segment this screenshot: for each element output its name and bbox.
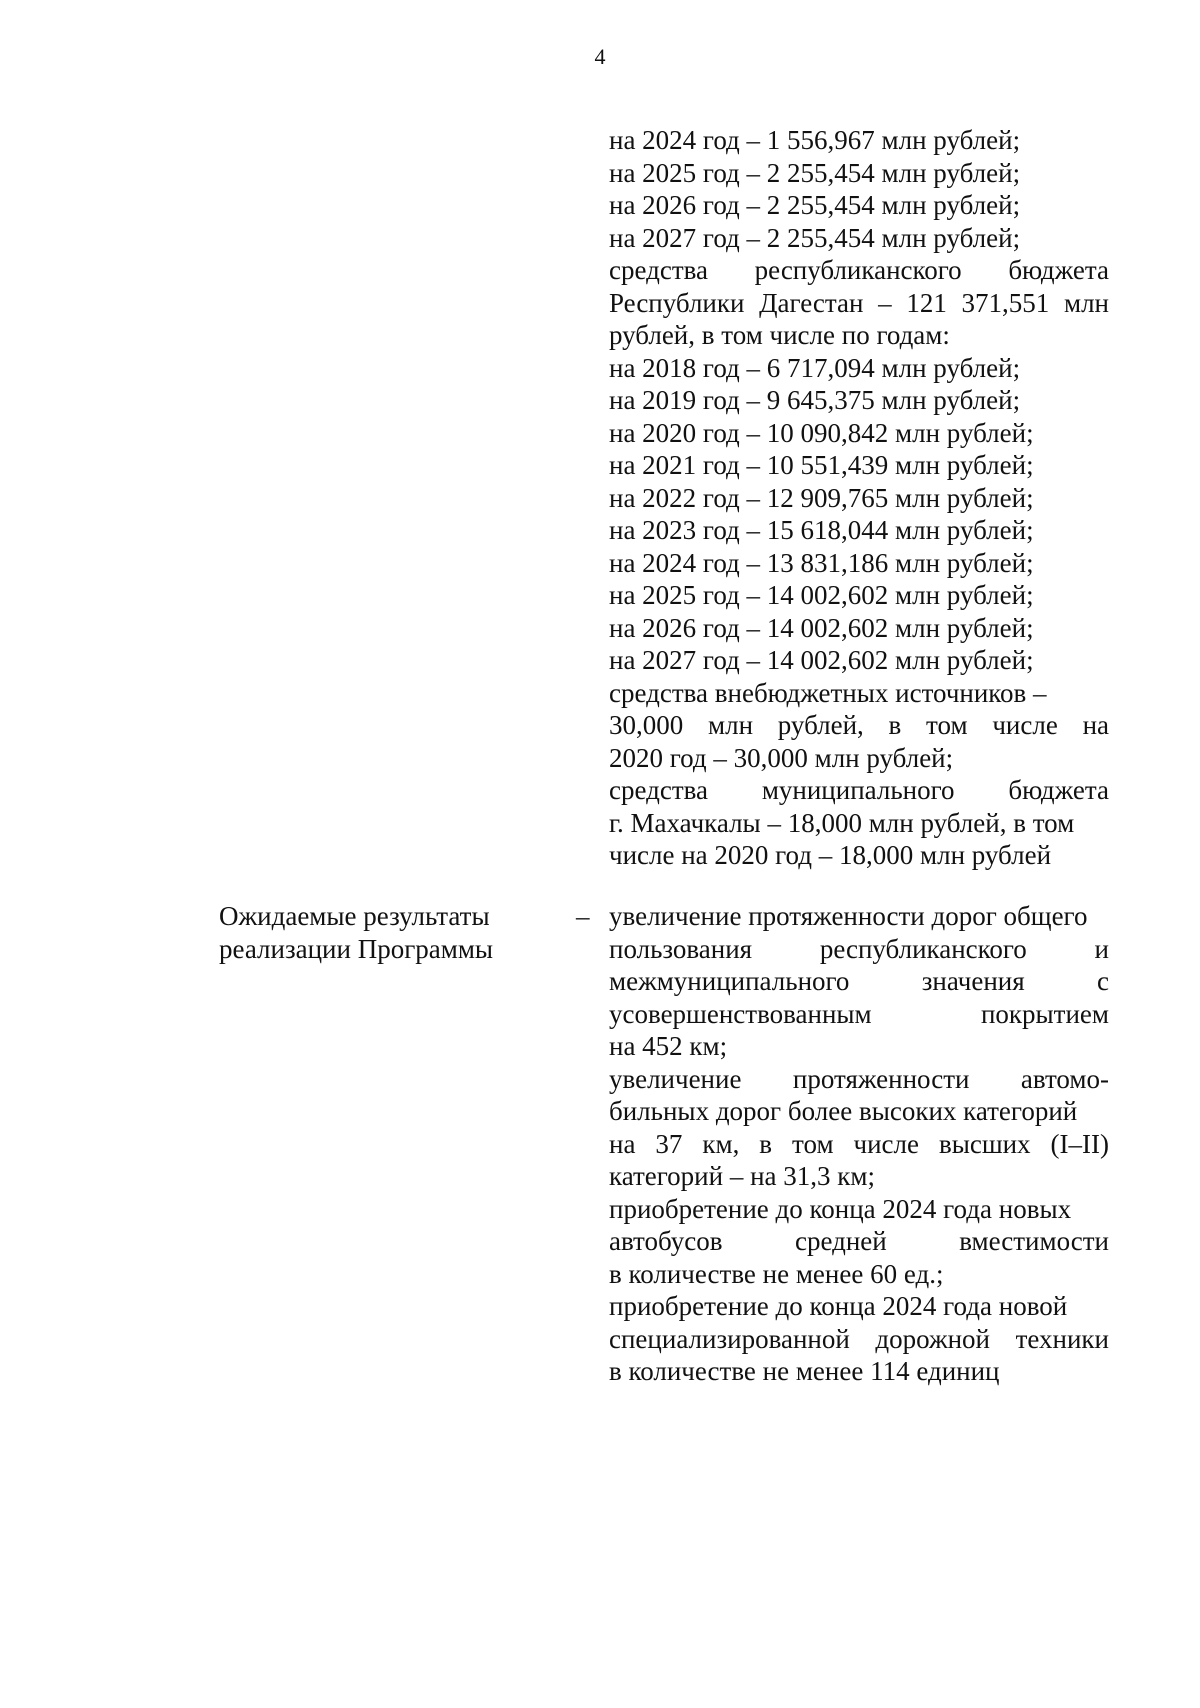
funding-line: 30,000 млн рублей, в том числе на	[609, 710, 1109, 740]
funding-line: на 2022 год – 12 909,765 млн рублей;	[609, 482, 1034, 513]
funding-line: на 2021 год – 10 551,439 млн рублей;	[609, 450, 1034, 480]
funding-line: на 2020 год – 10 090,842 млн рублей;	[609, 417, 1034, 448]
funding-line: средства внебюджетных источников –	[609, 677, 1047, 708]
results-line: увеличение протяженности дорог общего	[609, 901, 1088, 931]
funding-line: на 2026 год – 2 255,454 млн рублей;	[609, 190, 1021, 220]
funding-line: числе на 2020 год – 18,000 млн рублей	[609, 840, 1052, 870]
funding-line: на 2018 год – 6 717,094 млн рублей;	[609, 352, 1021, 383]
results-line: на 452 км;	[609, 1031, 728, 1061]
results-line: специализированной дорожной техники	[609, 1323, 1109, 1354]
funding-line: на 2027 год – 14 002,602 млн рублей;	[609, 645, 1034, 675]
funding-line: рублей, в том числе по годам:	[609, 320, 950, 350]
results-label	[219, 900, 493, 965]
results-line: бильных дорог более высоких категорий	[609, 1096, 1078, 1126]
results-label-line: Ожидаемые результаты	[219, 901, 490, 931]
funding-line: на 2024 год – 13 831,186 млн рублей;	[609, 547, 1034, 578]
results-line: в количестве не менее 114 единиц	[609, 1356, 1000, 1386]
results-label-line: реализации Программы	[219, 933, 494, 964]
funding-line: на 2024 год – 1 556,967 млн рублей;	[609, 125, 1021, 155]
results-dash: –	[576, 901, 590, 931]
results-line: автобусов средней вместимости	[609, 1226, 1109, 1256]
results-line: приобретение до конца 2024 года новых	[609, 1193, 1072, 1224]
results-line: пользования республиканского и	[609, 933, 1109, 964]
funding-line: на 2025 год – 2 255,454 млн рублей;	[609, 157, 1021, 188]
funding-line: на 2019 год – 9 645,375 млн рублей;	[609, 385, 1021, 415]
results-section	[609, 900, 1109, 1388]
funding-line: средства муниципального бюджета	[609, 775, 1109, 805]
page-number: 4	[594, 44, 606, 69]
funding-line: г. Махачкалы – 18,000 млн рублей, в том	[609, 807, 1075, 838]
funding-section	[609, 124, 1109, 872]
funding-line: средства республиканского бюджета	[609, 255, 1109, 285]
results-line: в количестве не менее 60 ед.;	[609, 1258, 944, 1289]
funding-line: на 2026 год – 14 002,602 млн рублей;	[609, 612, 1034, 643]
results-line: приобретение до конца 2024 года новой	[609, 1291, 1068, 1321]
funding-line: 2020 год – 30,000 млн рублей;	[609, 742, 954, 773]
results-line: межмуниципального значения с	[609, 966, 1109, 996]
results-line: на 37 км, в том числе высших (I–II)	[609, 1128, 1109, 1159]
funding-line: на 2027 год – 2 255,454 млн рублей;	[609, 222, 1021, 253]
results-line: увеличение протяженности автомо-	[609, 1063, 1109, 1094]
results-line: категорий – на 31,3 км;	[609, 1161, 875, 1191]
funding-line: на 2023 год – 15 618,044 млн рублей;	[609, 515, 1034, 545]
results-line: усовершенствованным покрытием	[609, 998, 1109, 1029]
funding-line: Республики Дагестан – 121 371,551 млн	[609, 287, 1109, 318]
funding-line: на 2025 год – 14 002,602 млн рублей;	[609, 580, 1034, 610]
